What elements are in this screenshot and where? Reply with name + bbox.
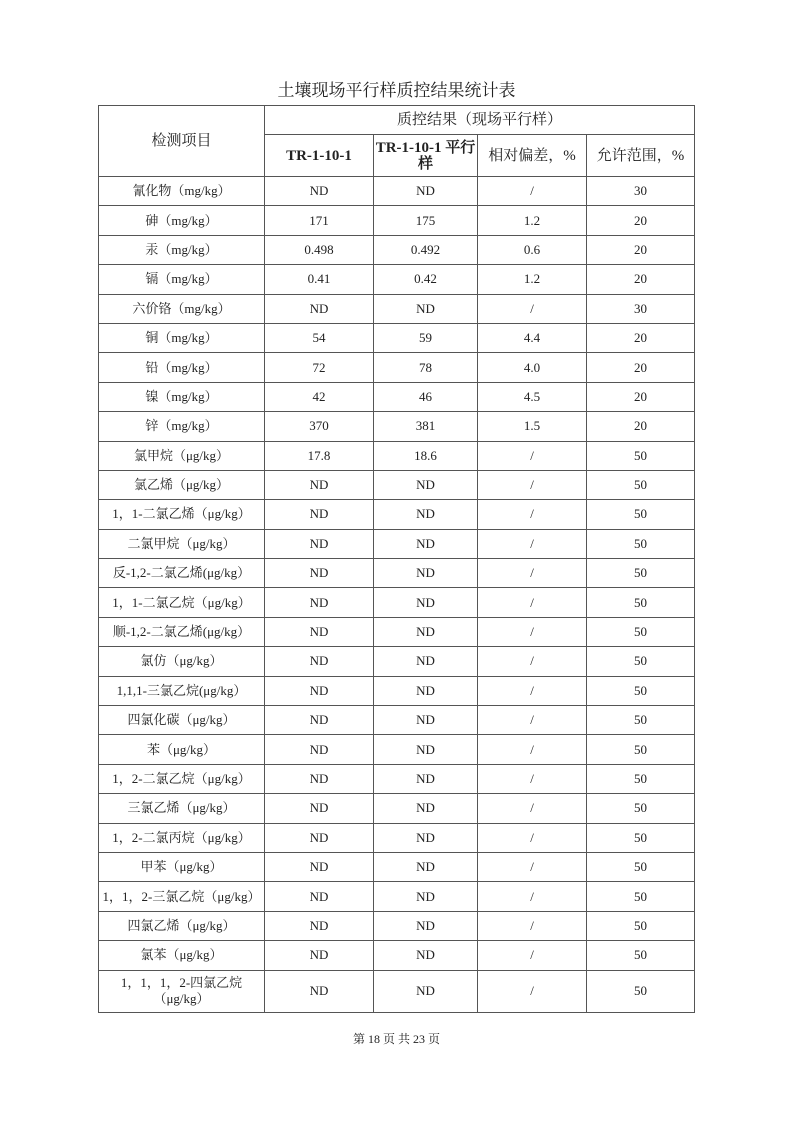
cell-sample: 72 — [265, 353, 374, 382]
cell-parallel: 381 — [374, 412, 478, 441]
cell-deviation: / — [478, 794, 587, 823]
cell-item: 1,1,1-三氯乙烷(μg/kg） — [99, 676, 265, 705]
cell-item: 四氯化碳（μg/kg） — [99, 706, 265, 735]
table-row — [99, 617, 695, 646]
table-row — [99, 470, 695, 499]
cell-allowed: 50 — [587, 941, 695, 970]
cell-parallel: ND — [374, 500, 478, 529]
cell-parallel: 78 — [374, 353, 478, 382]
cell-sample: ND — [265, 882, 374, 911]
cell-deviation: / — [478, 588, 587, 617]
cell-deviation: / — [478, 676, 587, 705]
cell-parallel: ND — [374, 588, 478, 617]
cell-item: 1，1-二氯乙烯（μg/kg） — [99, 500, 265, 529]
cell-deviation: / — [478, 441, 587, 470]
cell-allowed: 50 — [587, 823, 695, 852]
cell-parallel: ND — [374, 970, 478, 1012]
cell-parallel: ND — [374, 559, 478, 588]
cell-parallel: ND — [374, 735, 478, 764]
cell-sample: 171 — [265, 206, 374, 235]
cell-parallel: 18.6 — [374, 441, 478, 470]
cell-allowed: 50 — [587, 559, 695, 588]
cell-item: 1，2-二氯乙烷（μg/kg） — [99, 764, 265, 793]
cell-item: 苯（μg/kg） — [99, 735, 265, 764]
cell-parallel: ND — [374, 941, 478, 970]
cell-allowed: 20 — [587, 382, 695, 411]
cell-allowed: 20 — [587, 235, 695, 264]
cell-allowed: 20 — [587, 206, 695, 235]
cell-deviation: / — [478, 970, 587, 1012]
table-title: 土壤现场平行样质控结果统计表 — [277, 81, 516, 100]
cell-parallel: ND — [374, 764, 478, 793]
table-row — [99, 382, 695, 411]
header-allowed: 允许范围，% — [587, 135, 695, 177]
header-deviation: 相对偏差，% — [478, 135, 587, 177]
cell-sample: ND — [265, 941, 374, 970]
cell-item: 砷（mg/kg） — [99, 206, 265, 235]
cell-sample: ND — [265, 970, 374, 1012]
table-row — [99, 911, 695, 940]
cell-allowed: 30 — [587, 177, 695, 206]
header-group: 质控结果（现场平行样） — [265, 106, 695, 135]
cell-parallel: ND — [374, 529, 478, 558]
cell-allowed: 20 — [587, 353, 695, 382]
cell-allowed: 20 — [587, 323, 695, 352]
cell-allowed: 50 — [587, 764, 695, 793]
table-row — [99, 235, 695, 264]
cell-item: 四氯乙烯（μg/kg） — [99, 911, 265, 940]
cell-parallel: ND — [374, 617, 478, 646]
cell-deviation: / — [478, 500, 587, 529]
cell-deviation: 1.5 — [478, 412, 587, 441]
cell-parallel: ND — [374, 676, 478, 705]
table-row — [99, 529, 695, 558]
cell-sample: ND — [265, 647, 374, 676]
cell-parallel: ND — [374, 470, 478, 499]
cell-parallel: ND — [374, 794, 478, 823]
table-row — [99, 676, 695, 705]
cell-parallel: ND — [374, 852, 478, 881]
table-row — [99, 265, 695, 294]
cell-item: 氰化物（mg/kg） — [99, 177, 265, 206]
cell-deviation: / — [478, 911, 587, 940]
qc-results-table — [98, 105, 695, 1013]
cell-item: 六价铬（mg/kg） — [99, 294, 265, 323]
table-row — [99, 353, 695, 382]
cell-deviation: 4.5 — [478, 382, 587, 411]
cell-parallel: ND — [374, 294, 478, 323]
cell-deviation: / — [478, 617, 587, 646]
cell-parallel: 0.492 — [374, 235, 478, 264]
cell-item: 甲苯（μg/kg） — [99, 852, 265, 881]
cell-allowed: 50 — [587, 441, 695, 470]
cell-deviation: 0.6 — [478, 235, 587, 264]
cell-deviation: / — [478, 529, 587, 558]
cell-sample: ND — [265, 794, 374, 823]
table-row — [99, 294, 695, 323]
cell-sample: 370 — [265, 412, 374, 441]
table-row — [99, 206, 695, 235]
cell-deviation: / — [478, 559, 587, 588]
cell-item: 1，1，2-三氯乙烷（μg/kg） — [99, 882, 265, 911]
table-row — [99, 735, 695, 764]
cell-sample: ND — [265, 823, 374, 852]
table-row — [99, 882, 695, 911]
cell-deviation: / — [478, 941, 587, 970]
cell-allowed: 30 — [587, 294, 695, 323]
cell-item: 反-1,2-二氯乙烯(μg/kg） — [99, 559, 265, 588]
cell-sample: 54 — [265, 323, 374, 352]
cell-item: 汞（mg/kg） — [99, 235, 265, 264]
cell-sample: 42 — [265, 382, 374, 411]
cell-allowed: 50 — [587, 500, 695, 529]
cell-deviation: / — [478, 294, 587, 323]
cell-sample: ND — [265, 706, 374, 735]
cell-sample: ND — [265, 529, 374, 558]
cell-deviation: 4.0 — [478, 353, 587, 382]
cell-allowed: 50 — [587, 911, 695, 940]
cell-sample: ND — [265, 500, 374, 529]
cell-parallel: 175 — [374, 206, 478, 235]
cell-item: 氯甲烷（μg/kg） — [99, 441, 265, 470]
cell-deviation: / — [478, 177, 587, 206]
cell-item: 1，2-二氯丙烷（μg/kg） — [99, 823, 265, 852]
cell-sample: ND — [265, 735, 374, 764]
cell-sample: ND — [265, 676, 374, 705]
cell-parallel: ND — [374, 647, 478, 676]
table-row — [99, 647, 695, 676]
header-item: 检测项目 — [99, 106, 265, 177]
table-row — [99, 441, 695, 470]
table-row — [99, 500, 695, 529]
page-number: 第 18 页 共 23 页 — [352, 1032, 440, 1046]
cell-allowed: 50 — [587, 588, 695, 617]
table-row — [99, 764, 695, 793]
cell-deviation: / — [478, 735, 587, 764]
cell-allowed: 50 — [587, 706, 695, 735]
cell-deviation: / — [478, 647, 587, 676]
cell-allowed: 50 — [587, 882, 695, 911]
cell-allowed: 50 — [587, 470, 695, 499]
cell-sample: ND — [265, 911, 374, 940]
cell-sample: ND — [265, 559, 374, 588]
cell-item: 1，1-二氯乙烷（μg/kg） — [99, 588, 265, 617]
cell-allowed: 50 — [587, 970, 695, 1012]
cell-parallel: ND — [374, 882, 478, 911]
table-row — [99, 794, 695, 823]
cell-allowed: 20 — [587, 412, 695, 441]
cell-parallel: 46 — [374, 382, 478, 411]
cell-deviation: / — [478, 470, 587, 499]
cell-deviation: / — [478, 882, 587, 911]
cell-allowed: 50 — [587, 617, 695, 646]
cell-sample: ND — [265, 852, 374, 881]
cell-item: 顺-1,2-二氯乙烯(μg/kg） — [99, 617, 265, 646]
cell-sample: ND — [265, 764, 374, 793]
cell-parallel: ND — [374, 177, 478, 206]
table-row — [99, 588, 695, 617]
cell-deviation: 1.2 — [478, 265, 587, 294]
cell-item: 氯仿（μg/kg） — [99, 647, 265, 676]
table-row — [99, 823, 695, 852]
cell-allowed: 50 — [587, 735, 695, 764]
cell-item: 铅（mg/kg） — [99, 353, 265, 382]
cell-allowed: 20 — [587, 265, 695, 294]
table-row — [99, 852, 695, 881]
cell-deviation: / — [478, 823, 587, 852]
header-parallel: TR-1-10-1 平行样 — [374, 135, 478, 177]
table-row — [99, 559, 695, 588]
cell-item: 二氯甲烷（μg/kg） — [99, 529, 265, 558]
cell-item: 1，1，1，2-四氯乙烷（μg/kg） — [99, 970, 265, 1012]
cell-parallel: ND — [374, 706, 478, 735]
cell-parallel: 0.42 — [374, 265, 478, 294]
cell-item: 锌（mg/kg） — [99, 412, 265, 441]
cell-sample: 17.8 — [265, 441, 374, 470]
cell-allowed: 50 — [587, 852, 695, 881]
cell-parallel: ND — [374, 911, 478, 940]
cell-deviation: 1.2 — [478, 206, 587, 235]
cell-sample: 0.498 — [265, 235, 374, 264]
cell-sample: ND — [265, 470, 374, 499]
table-row — [99, 323, 695, 352]
cell-item: 镉（mg/kg） — [99, 265, 265, 294]
cell-parallel: ND — [374, 823, 478, 852]
cell-deviation: 4.4 — [478, 323, 587, 352]
cell-sample: ND — [265, 294, 374, 323]
header-sample: TR-1-10-1 — [265, 135, 374, 177]
cell-sample: ND — [265, 617, 374, 646]
cell-sample: 0.41 — [265, 265, 374, 294]
cell-item: 氯乙烯（μg/kg） — [99, 470, 265, 499]
cell-sample: ND — [265, 588, 374, 617]
table-row — [99, 412, 695, 441]
cell-deviation: / — [478, 852, 587, 881]
cell-allowed: 50 — [587, 647, 695, 676]
table-row — [99, 177, 695, 206]
cell-item: 镍（mg/kg） — [99, 382, 265, 411]
cell-allowed: 50 — [587, 676, 695, 705]
cell-allowed: 50 — [587, 794, 695, 823]
cell-item: 三氯乙烯（μg/kg） — [99, 794, 265, 823]
cell-sample: ND — [265, 177, 374, 206]
cell-item: 铜（mg/kg） — [99, 323, 265, 352]
cell-item: 氯苯（μg/kg） — [99, 941, 265, 970]
table-row — [99, 706, 695, 735]
cell-deviation: / — [478, 706, 587, 735]
table-row — [99, 970, 695, 1012]
cell-allowed: 50 — [587, 529, 695, 558]
cell-deviation: / — [478, 764, 587, 793]
cell-parallel: 59 — [374, 323, 478, 352]
table-row — [99, 941, 695, 970]
